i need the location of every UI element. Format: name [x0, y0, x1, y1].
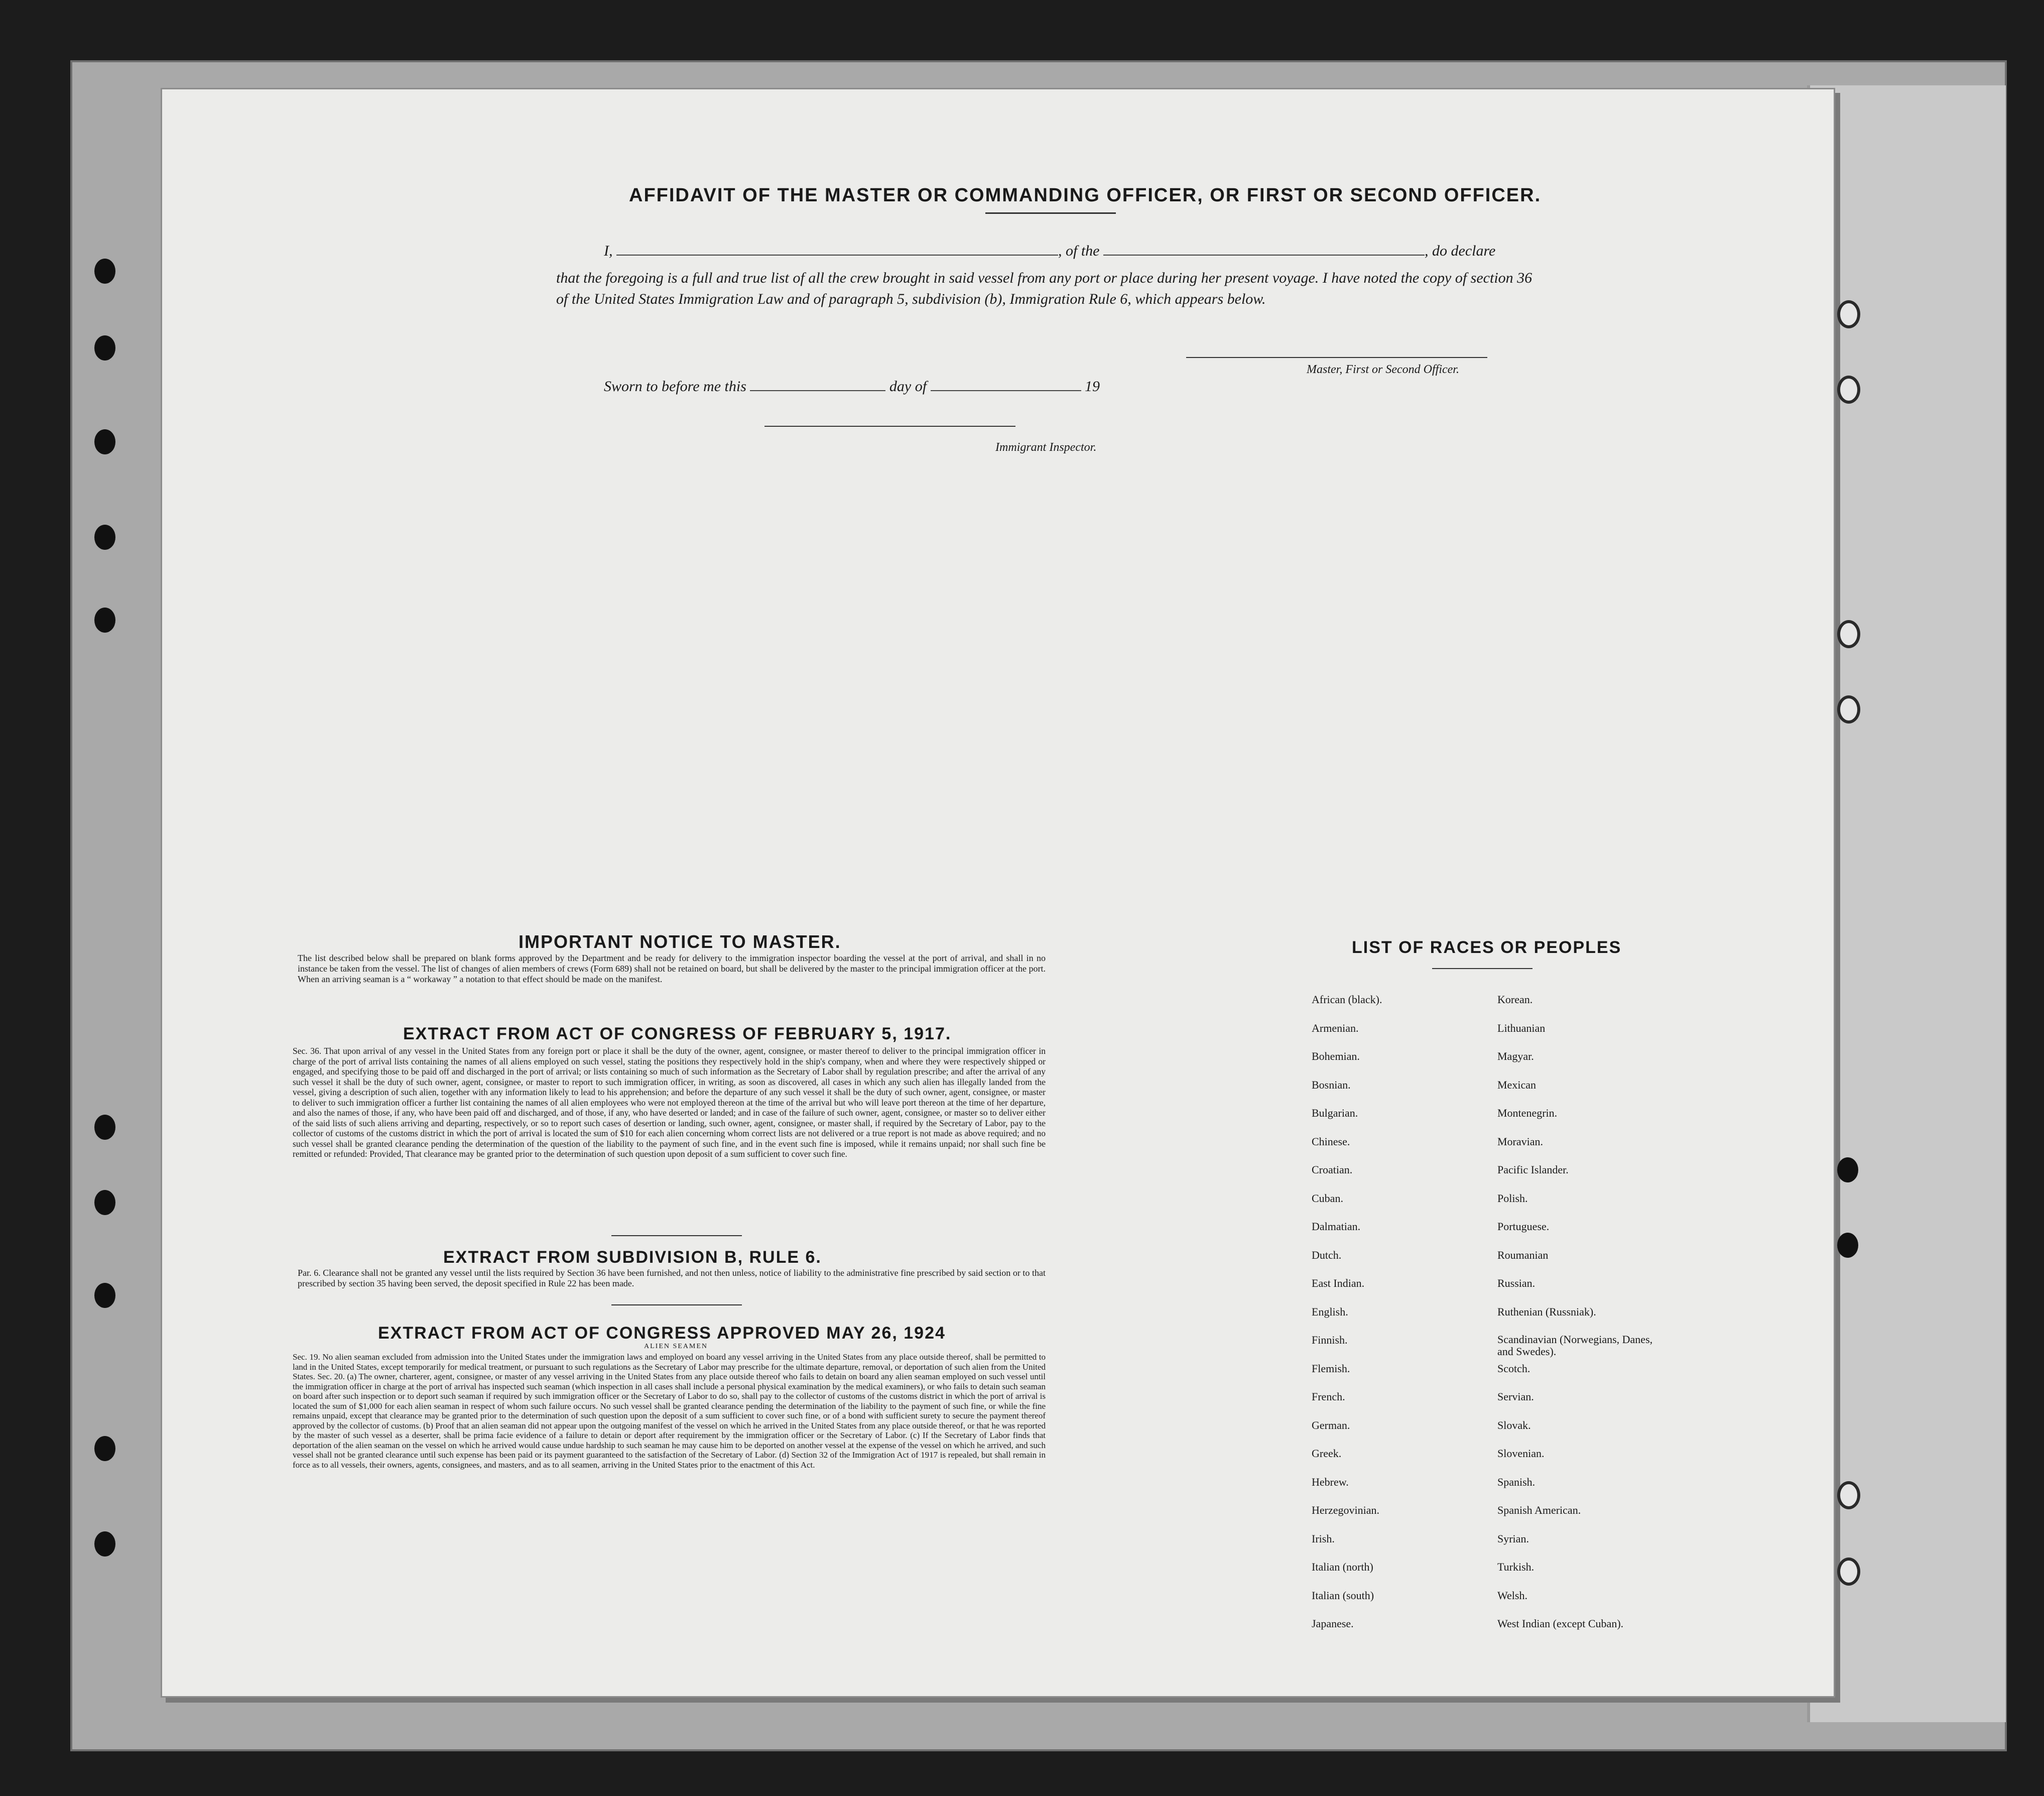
race-item: Pacific Islander.: [1497, 1163, 1569, 1176]
divider: [611, 1235, 742, 1236]
document-page: [161, 88, 1835, 1698]
binder-hole: [94, 525, 115, 550]
race-item: Syrian.: [1497, 1532, 1529, 1545]
race-item: Servian.: [1497, 1390, 1534, 1403]
divider: [1432, 968, 1532, 969]
inspector-label: Immigrant Inspector.: [995, 441, 1097, 454]
race-item: East Indian.: [1312, 1277, 1365, 1289]
binder-hole: [1837, 1157, 1858, 1182]
race-item: West Indian (except Cuban).: [1497, 1617, 1624, 1630]
race-item: Scotch.: [1497, 1362, 1530, 1375]
race-item: Italian (south): [1312, 1589, 1374, 1602]
race-item: Roumanian: [1497, 1248, 1549, 1261]
sworn-year: 19: [1085, 378, 1100, 395]
race-item: Italian (north): [1312, 1561, 1373, 1573]
races-title: LIST OF RACES OR PEOPLES: [1352, 938, 1622, 957]
binder-ring: [1837, 1558, 1860, 1586]
race-item: Moravian.: [1497, 1135, 1544, 1148]
notice-body: The list described below shall be prepared on blank forms approved by the Department and be ready for delivery to the immigration inspector boarding the vessel at the port of arrival, and shall in no instance be taken from the vessel. The list of changes of alien members of crews (Form 689) shall not be retained on board, but shall be delivered by the master to the principal immigration officer at the port. When an arriving seaman is a “ workaway ” a notation to that effect should be made on the manifest.: [298, 953, 1046, 984]
race-item: Magyar.: [1497, 1050, 1534, 1062]
binder-hole: [1837, 1233, 1858, 1258]
race-item: Flemish.: [1312, 1362, 1350, 1375]
binder-hole: [94, 1436, 115, 1461]
race-item: Spanish.: [1497, 1475, 1536, 1488]
binder-hole: [94, 335, 115, 361]
binder-ring: [1837, 695, 1860, 724]
extract-1917-title: EXTRACT FROM ACT OF CONGRESS OF FEBRUARY 5, 1917.: [403, 1024, 952, 1043]
race-item: Spanish American.: [1497, 1504, 1581, 1516]
race-item: Greek.: [1312, 1447, 1342, 1460]
extract-1917-body: Sec. 36. That upon arrival of any vessel in the United States from any foreign port or place it shall be the duty of the owner, agent, consignee, or master thereof to deliver to the principal immigration officer in charge of the port of arrival lists containing the names of all aliens employed on such vessel, stating the positions they respectively hold in the ship's company, when and where they were respectively shipped or engaged, and specifying those to be paid off and discharged in the port of arrival; or lists containing so much of such information as the Secretary of Labor shall by regulation prescribe; and after the arrival of any such vessel it shall be the duty of such owner, agent, consignee, or master to report to such immigration officer, in writing, as soon as discovered, all cases in which any such alien has illegally landed from the vessel, giving a description of such alien, together with any information likely to lead to his apprehension; and before the departure of any such vessel it shall be the duty of such owner, agent, consignee, or master to deliver to such immigration officer a further list containing the names of all alien employees who were not employed thereon at the time of the arrival but who will leave port thereon at the time of her departure, and also the names of those, if any, who have been paid off and discharged, and of those, if any, who have deserted or landed; and in case of the failure of such owner, agent, consignee, or master so to deliver either of the said lists of such aliens arriving and departing, respectively, or so to report such cases of desertion or landing, such owner, agent, consignee, or master shall, if required by the Secretary of Labor, pay to the collector of customs of the customs district in which the port of arrival is located the sum of $10 for each alien concerning whom correct lists are not delivered or a true report is not made as above required; and no such vessel shall be granted clearance pending the determination of the question of the liability to the payment of such fine, and in the event such fine is imposed, while it remains unpaid; nor shall such fine be remitted or refunded: Provided, That clearance may be granted prior to the determination of such question upon deposit of a sum sufficient to cover such fine.: [293, 1046, 1046, 1159]
race-item: Polish.: [1497, 1191, 1528, 1205]
race-item: Lithuanian: [1497, 1021, 1546, 1034]
extract-1924-title: EXTRACT FROM ACT OF CONGRESS APPROVED MAY 26, 1924: [378, 1324, 946, 1343]
sworn-line: [604, 378, 1100, 395]
race-item: Welsh.: [1497, 1589, 1527, 1602]
vessel-blank: [1103, 255, 1425, 256]
race-item: Montenegrin.: [1497, 1107, 1558, 1119]
extract-1924-subtitle: ALIEN SEAMEN: [644, 1343, 708, 1350]
race-item: Dutch.: [1312, 1248, 1342, 1261]
signature-label: Master, First or Second Officer.: [1307, 363, 1459, 376]
inspector-line: [764, 426, 1015, 427]
binder-ring: [1837, 620, 1860, 648]
binder-ring: [1837, 300, 1860, 328]
underlying-page-edge: [1807, 85, 2006, 1722]
affidavit-declare-label: , do declare: [1425, 243, 1496, 259]
race-item: Ruthenian (Russniak).: [1497, 1305, 1596, 1318]
affidavit-title: AFFIDAVIT OF THE MASTER OR COMMANDING OFFICER, OR FIRST OR SECOND OFFICER.: [629, 185, 1542, 206]
name-blank: [616, 255, 1058, 256]
extract-1924-body: Sec. 19. No alien seaman excluded from admission into the United States under the immigration laws and employed on board any vessel arriving in the United States from any place outside thereof, shall be permitted to land in the United States, except temporarily for medical treatment, or pursuant to such regulations as the Secretary of Labor may prescribe for the ultimate departure, removal, or deportation of such alien from the United States. Sec. 20. (a) The owner, charterer, agent, consignee, or master of any vessel arriving in the United States from any place outside thereof who fails to detain on board any alien seaman employed on such vessel until the immigration officer in charge at the port of arrival has inspected such seaman (which inspection in all cases shall include a personal physical examination by the medical examiners), or who fails to detain such seaman on board after such inspection or to deport such seaman if required by such immigration officer or the Secretary of Labor to do so, shall pay to the collector of customs of the customs district in which the port of arrival is located the sum of $1,000 for each alien seaman in respect of whom such failure occurs. No such vessel shall be granted clearance pending the determination of the liability to the payment of such fine, or while the fine remains unpaid, except that clearance may be granted prior to the determination of such question upon the deposit of a sum sufficient to cover such fine, or of a bond with sufficient surety to secure the payment thereof approved by the collector of customs. (b) Proof that an alien seaman did not appear upon the outgoing manifest of the vessel on which he arrived in the United States from any place outside thereof, or that he was reported by the master of such vessel as a deserter, shall be prima facie evidence of a failure to detain or deport after requirement by the immigration officer or the Secretary of Labor. (c) If the Secretary of Labor finds that deportation of the alien seaman on the vessel on which he arrived would cause undue hardship to such seaman he may cause him to be deported on another vessel at the expense of the vessel on which he arrived, and such vessel shall not be granted clearance until such expense has been paid or its payment guaranteed to the satisfaction of the Secretary of Labor. (d) Section 32 of the Immigration Act of 1917 is repealed, but shall remain in force as to all vessels, their owners, agents, consignees, and masters, and as to all seamen, arriving in the United States prior to the enactment of this Act.: [293, 1352, 1046, 1470]
race-item: Portuguese.: [1497, 1220, 1550, 1233]
day-blank: [750, 390, 885, 391]
race-item: Chinese.: [1312, 1135, 1350, 1148]
race-item: Herzegovinian.: [1312, 1504, 1379, 1516]
race-item: Slovenian.: [1497, 1447, 1545, 1460]
notice-title: IMPORTANT NOTICE TO MASTER.: [519, 931, 841, 952]
sworn-day-of: day of: [889, 378, 927, 395]
binder-hole: [94, 259, 115, 284]
race-item: Armenian.: [1312, 1021, 1359, 1034]
race-item: Turkish.: [1497, 1561, 1535, 1573]
extract-rule6-title: EXTRACT FROM SUBDIVISION B, RULE 6.: [443, 1248, 822, 1267]
race-item: Bohemian.: [1312, 1050, 1360, 1062]
race-item: Dalmatian.: [1312, 1220, 1361, 1233]
binder-hole: [94, 1283, 115, 1308]
race-item: German.: [1312, 1418, 1350, 1431]
race-item: Bosnian.: [1312, 1078, 1351, 1091]
race-item: Russian.: [1497, 1277, 1536, 1289]
race-item: Slovak.: [1497, 1418, 1531, 1431]
affidavit-declaration-line: [604, 243, 1538, 260]
race-item: Hebrew.: [1312, 1475, 1349, 1488]
race-item: Korean.: [1497, 993, 1533, 1006]
binder-ring: [1837, 376, 1860, 404]
affidavit-i-label: I,: [604, 243, 613, 259]
signature-line: [1186, 357, 1487, 358]
race-item: Mexican: [1497, 1078, 1536, 1091]
binder-ring: [1837, 1481, 1860, 1509]
binder-hole: [94, 608, 115, 633]
binder-hole: [94, 429, 115, 454]
sworn-prefix: Sworn to before me this: [604, 378, 746, 395]
binder-hole: [94, 1190, 115, 1215]
binder-hole: [94, 1115, 115, 1140]
race-item: English.: [1312, 1305, 1348, 1318]
affidavit-of-the-label: , of the: [1058, 243, 1100, 259]
divider: [611, 1304, 742, 1305]
race-item: Croatian.: [1312, 1163, 1353, 1176]
affidavit-body: that the foregoing is a full and true list of all the crew brought in said vessel from any port or place during her present voyage. I have noted the copy of section 36 of the United States Immigration Law and of paragraph 5, subdivision (b), Immigration Rule 6, which appears below.: [556, 270, 1532, 307]
race-item: Cuban.: [1312, 1191, 1343, 1205]
race-item: Finnish.: [1312, 1334, 1348, 1346]
race-item: Scandinavian (Norwegians, Danes, and Swedes).: [1497, 1333, 1653, 1358]
month-blank: [931, 390, 1081, 391]
binder-hole: [94, 1531, 115, 1556]
divider: [985, 212, 1116, 214]
race-item: Irish.: [1312, 1532, 1335, 1545]
race-item: Bulgarian.: [1312, 1107, 1358, 1119]
race-item: French.: [1312, 1390, 1345, 1403]
race-item: Japanese.: [1312, 1617, 1354, 1630]
race-item: African (black).: [1312, 993, 1382, 1006]
extract-rule6-body: Par. 6. Clearance shall not be granted any vessel until the lists required by Section 36 have been furnished, and not then unless, notice of liability to the administrative fine prescribed by said section or to that prescribed by section 35 having been served, the deposit specified in Rule 22 has been made.: [298, 1268, 1046, 1288]
